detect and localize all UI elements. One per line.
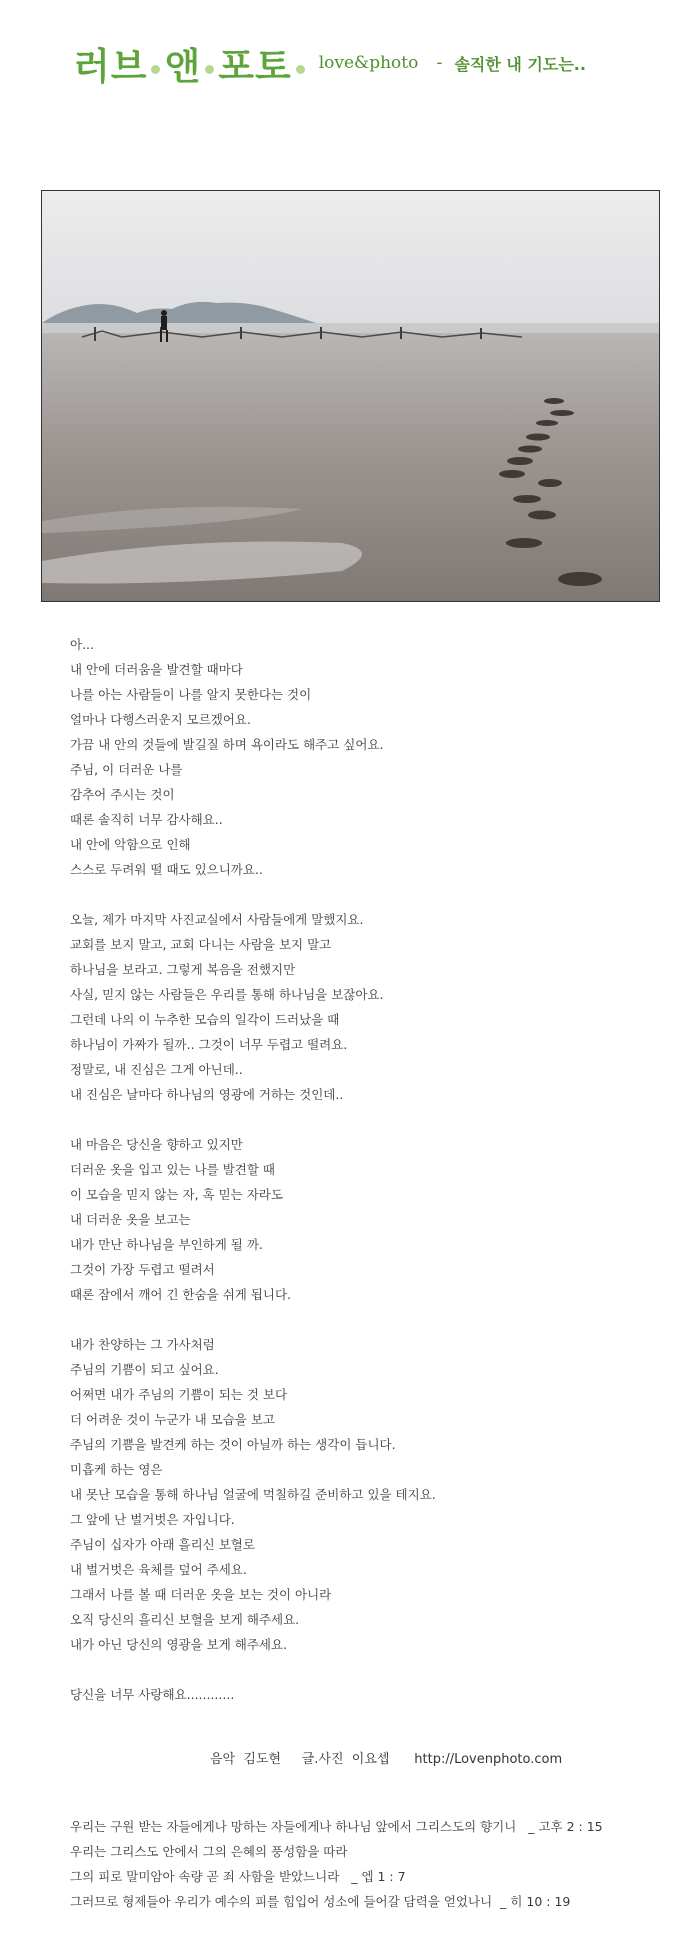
poem-text bbox=[70, 632, 436, 1707]
poem-line: 오직 당신의 흘리신 보혈을 보게 해주세요. bbox=[70, 1612, 300, 1627]
post-title: 솔직한 내 기도는.. bbox=[454, 54, 586, 74]
poem-line: 더 어려운 것이 누군가 내 모습을 보고 bbox=[70, 1412, 275, 1427]
poem-line: 스스로 두려워 떨 때도 있으니까요.. bbox=[70, 862, 263, 877]
poem-line: 하나님을 보라고. 그렇게 복음을 전했지만 bbox=[70, 962, 296, 977]
verse-line: 우리는 구원 받는 자들에게나 망하는 자들에게나 하나님 앞에서 그리스도의 향기니 _ 고후 2 : 15 bbox=[70, 1819, 603, 1834]
poem-line: 감추어 주시는 것이 bbox=[70, 787, 175, 802]
poem-line: 나를 아는 사람들이 나를 알지 못한다는 것이 bbox=[70, 687, 312, 702]
poem-line: 가끔 내 안의 것들에 발길질 하며 욕이라도 해주고 싶어요. bbox=[70, 737, 384, 752]
poem-line: 정말로, 내 진심은 그게 아닌데.. bbox=[70, 1062, 243, 1077]
poem-line: 교회를 보지 말고, 교회 다니는 사람을 보지 말고 bbox=[70, 937, 332, 952]
logo-dot-icon bbox=[151, 65, 160, 74]
poem-line: 내가 만난 하나님을 부인하게 될 까. bbox=[70, 1237, 263, 1252]
poem-line: 하나님이 가짜가 될까.. 그것이 너무 두렵고 떨려요. bbox=[70, 1037, 348, 1052]
poem-line: 내 안에 악함으로 인해 bbox=[70, 837, 191, 852]
verse-line: 그의 피로 말미암아 속량 곧 죄 사함을 받았느니라 _ 엡 1 : 7 bbox=[70, 1869, 406, 1884]
poem-line: 그래서 나를 볼 때 더러운 옷을 보는 것이 아니라 bbox=[70, 1587, 332, 1602]
poem-line: 때론 솔직히 너무 감사해요.. bbox=[70, 812, 223, 827]
poem-line: 오늘, 제가 마지막 사진교실에서 사람들에게 말했지요. bbox=[70, 912, 364, 927]
tidal-flat-photo bbox=[41, 190, 660, 602]
poem-line: 어쩌면 내가 주님의 기쁨이 되는 것 보다 bbox=[70, 1387, 288, 1402]
credit-line: 음악 김도현 글.사진 이요셉 http://Lovenphoto.com bbox=[210, 1752, 563, 1767]
logo-dot-icon bbox=[205, 65, 214, 74]
poem-line bbox=[70, 882, 436, 907]
poem-line bbox=[70, 1307, 436, 1332]
poem-line: 사실, 믿지 않는 사람들은 우리를 통해 하나님을 보잖아요. bbox=[70, 987, 384, 1002]
poem-line bbox=[70, 1107, 436, 1132]
site-header bbox=[74, 38, 586, 88]
poem-line bbox=[70, 1657, 436, 1682]
verse-line: 그러므로 형제들아 우리가 예수의 피를 힘입어 성소에 들어갈 담력을 얻었나니 _ 히 10 : 19 bbox=[70, 1894, 571, 1909]
verse-line: 우리는 그리스도 안에서 그의 은혜의 풍성함을 따라 bbox=[70, 1844, 348, 1859]
poem-line: 주님, 이 더러운 나를 bbox=[70, 762, 183, 777]
poem-line: 그 앞에 난 벌거벗은 자입니다. bbox=[70, 1512, 235, 1527]
logo-word-2: 앤 bbox=[164, 45, 202, 88]
poem-line: 내 못난 모습을 통해 하나님 얼굴에 먹칠하길 준비하고 있을 테지요. bbox=[70, 1487, 436, 1502]
poem-line: 내 안에 더러움을 발견할 때마다 bbox=[70, 662, 243, 677]
scripture-references bbox=[70, 1814, 603, 1914]
poem-line: 이 모습을 믿지 않는 자, 혹 믿는 자라도 bbox=[70, 1187, 283, 1202]
poem-line: 아... bbox=[70, 637, 94, 652]
poem-line: 내 마음은 당신을 향하고 있지만 bbox=[70, 1137, 243, 1152]
logo-english: love&photo bbox=[318, 53, 419, 73]
poem-line: 더러운 옷을 입고 있는 나를 발견할 때 bbox=[70, 1162, 275, 1177]
poem-line: 내가 아닌 당신의 영광을 보게 해주세요. bbox=[70, 1637, 288, 1652]
poem-line: 그런데 나의 이 누추한 모습의 일각이 드러났을 때 bbox=[70, 1012, 340, 1027]
poem-line: 미흡케 하는 영은 bbox=[70, 1462, 163, 1477]
poem-line: 주님이 십자가 아래 흘리신 보혈로 bbox=[70, 1537, 255, 1552]
poem-line: 주님의 기쁨을 발견케 하는 것이 아닐까 하는 생각이 듭니다. bbox=[70, 1437, 396, 1452]
photo-image bbox=[42, 191, 659, 601]
poem-line: 내 더러운 옷을 보고는 bbox=[70, 1212, 191, 1227]
poem-line: 주님의 기쁨이 되고 싶어요. bbox=[70, 1362, 219, 1377]
poem-line: 내 진심은 날마다 하나님의 영광에 거하는 것인데.. bbox=[70, 1087, 344, 1102]
logo-word-3: 포토 bbox=[218, 45, 292, 88]
poem-line: 내 벌거벗은 육체를 덮어 주세요. bbox=[70, 1562, 247, 1577]
header-separator: - bbox=[436, 53, 443, 73]
poem-line: 얼마나 다행스러운지 모르겠어요. bbox=[70, 712, 251, 727]
poem-line: 그것이 가장 두렵고 떨려서 bbox=[70, 1262, 215, 1277]
poem-line: 내가 찬양하는 그 가사처럼 bbox=[70, 1337, 215, 1352]
logo-word-1: 러브 bbox=[74, 45, 148, 88]
poem-line: 때론 잠에서 깨어 긴 한숨을 쉬게 됩니다. bbox=[70, 1287, 292, 1302]
poem-line: 당신을 너무 사랑해요............ bbox=[70, 1687, 235, 1702]
logo-dot-icon bbox=[296, 65, 305, 74]
